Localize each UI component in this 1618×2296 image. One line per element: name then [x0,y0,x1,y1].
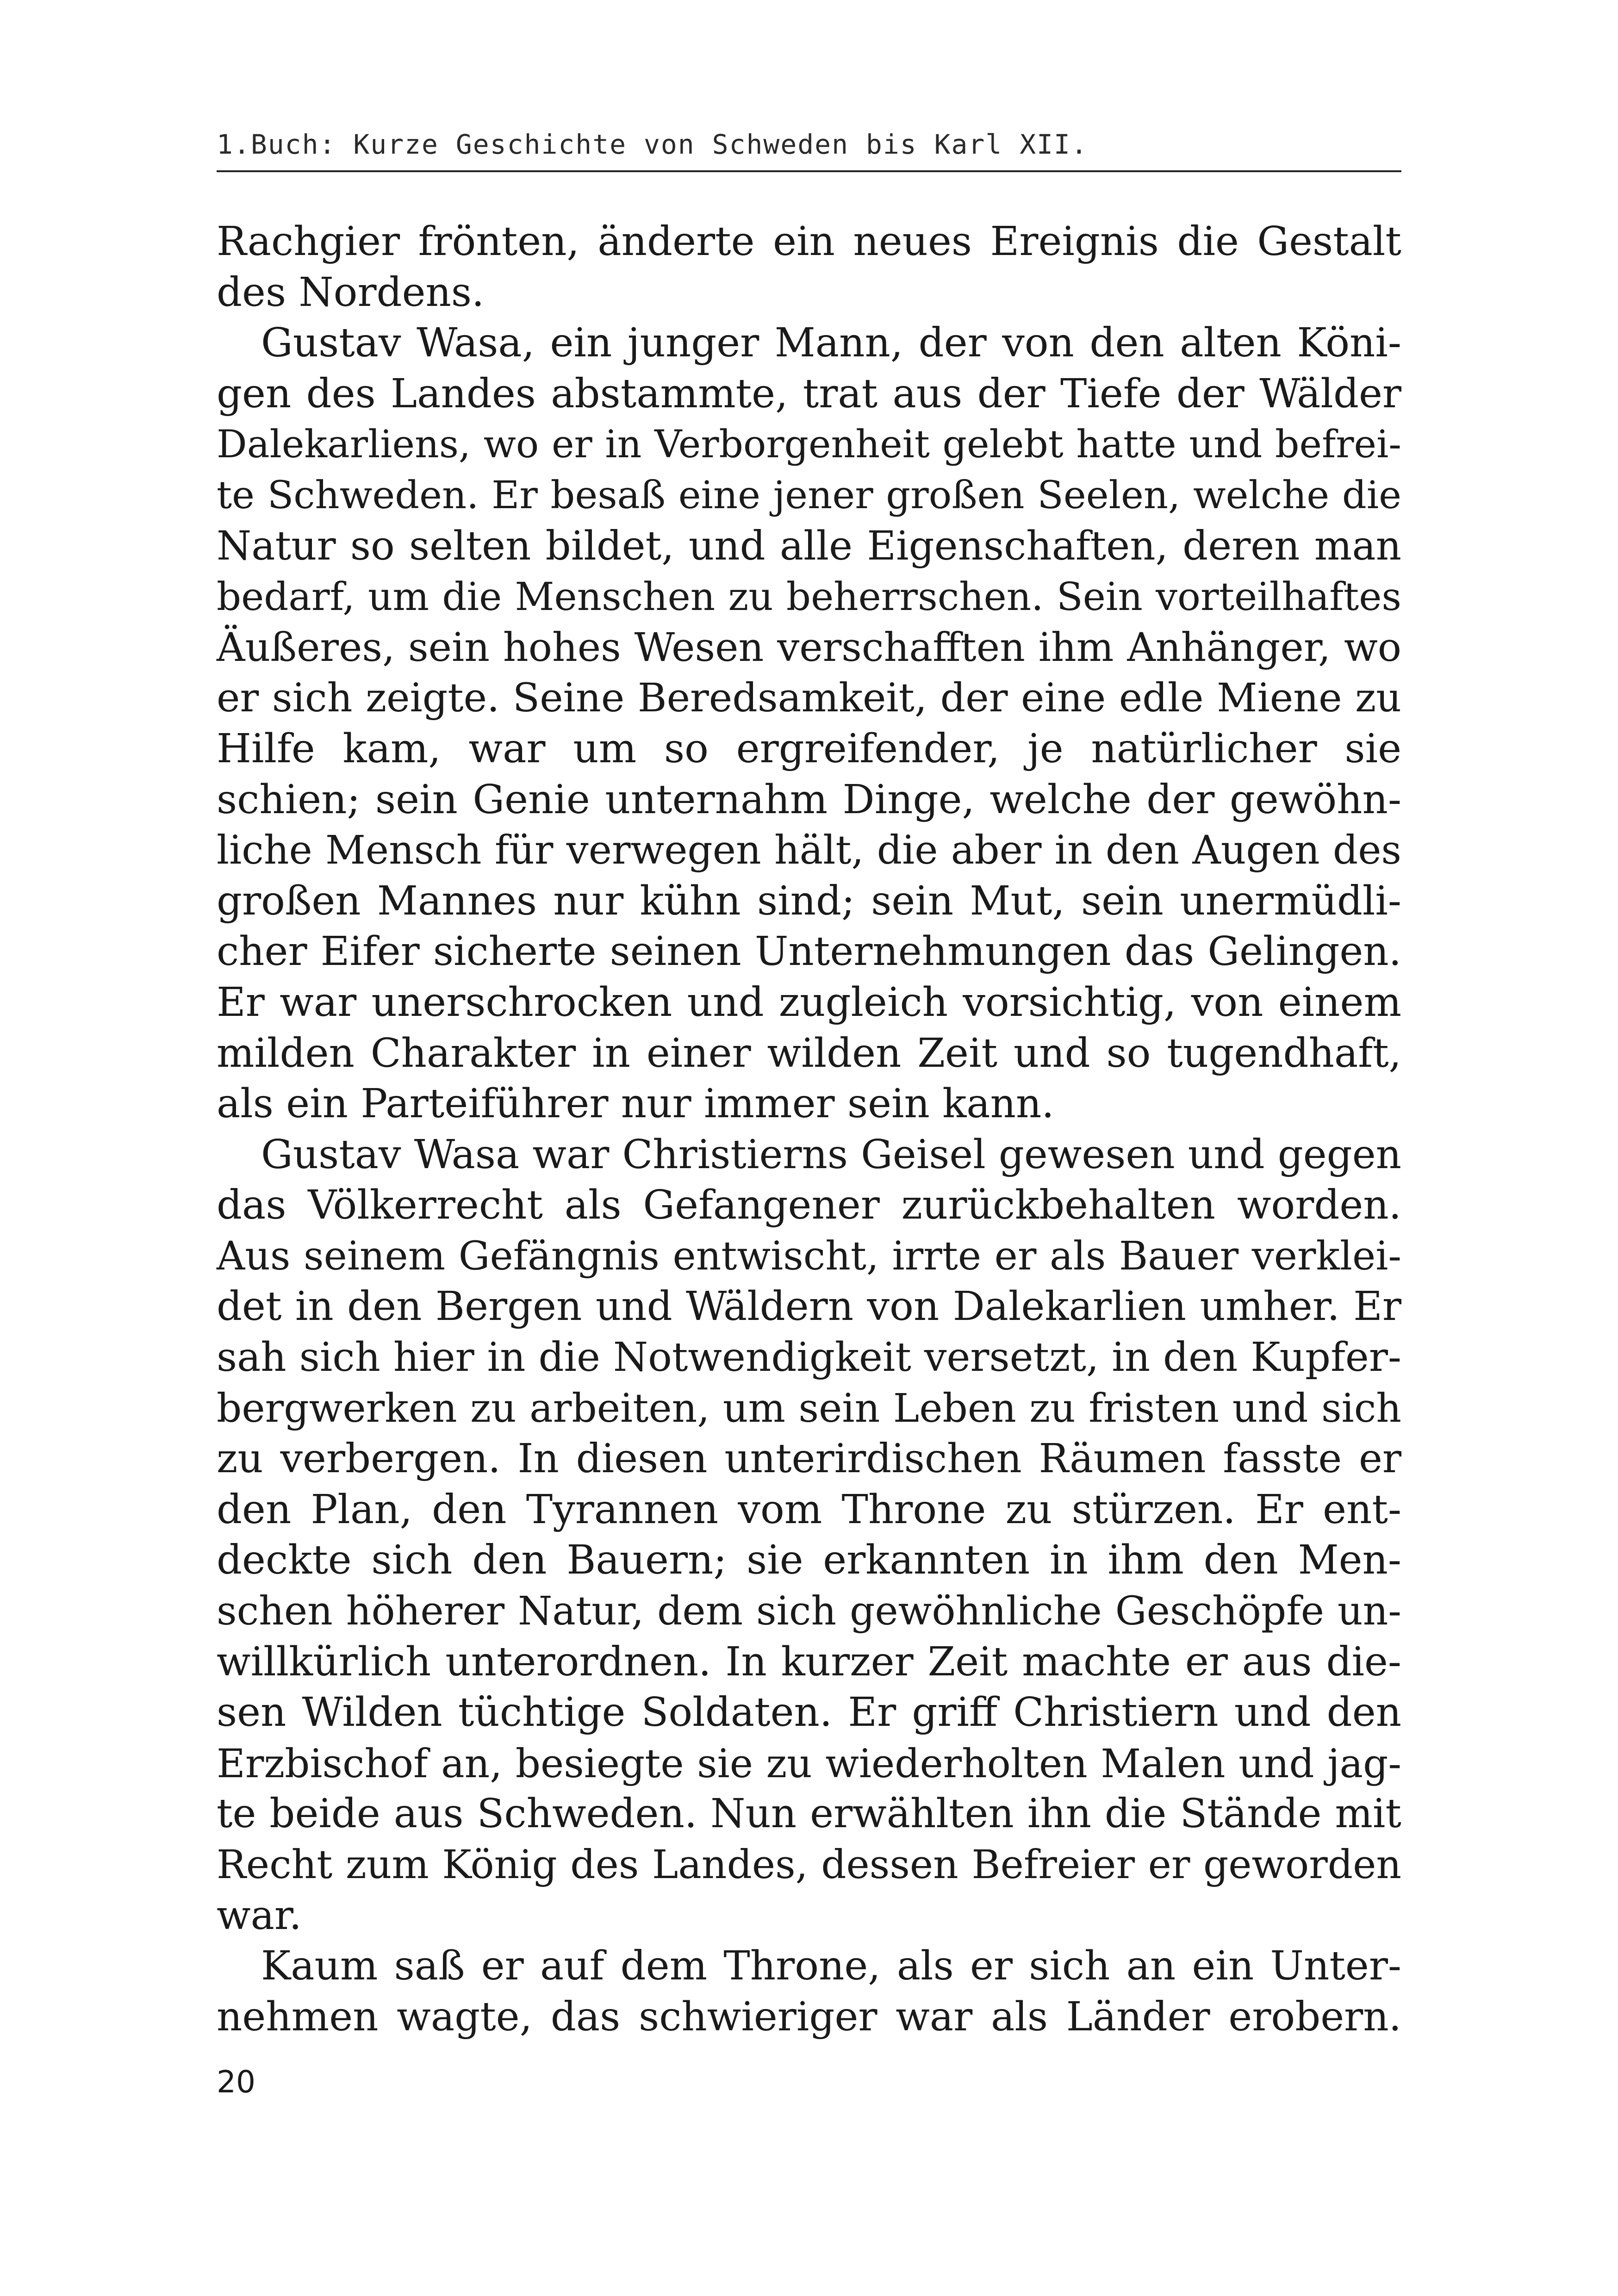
text-line: des Nordens. [217,269,485,316]
text-line: Er war unerschrocken und zugleich vorsichtig, von einem [217,979,1401,1026]
paragraph [217,217,1401,318]
text-line: zu verbergen. In diesen unterirdischen Räumen fasste er [217,1436,1401,1482]
text-line: den Plan, den Tyrannen vom Throne zu stürzen. Er ent- [217,1486,1401,1533]
text-line: schen höherer Natur, dem sich gewöhnliche Geschöpfe un- [217,1588,1401,1635]
text-line: das Völkerrecht als Gefangener zurückbehalten worden. [217,1182,1401,1229]
body-text [217,217,1401,2042]
text-line: war. [217,1892,302,1939]
text-line: Erzbischof an, besiegte sie zu wiederholten Malen und jag- [217,1740,1401,1786]
paragraph [217,318,1401,1130]
text-line: gen des Landes abstammte, trat aus der Tiefe der Wälder [217,370,1401,417]
text-line: milden Charakter in einer wilden Zeit und so tugendhaft, [217,1030,1401,1076]
text-line: nehmen wagte, das schwieriger war als Länder erobern. [217,1993,1401,2040]
text-line: te Schweden. Er besaß eine jener großen Seelen, welche die [217,473,1401,517]
header-rule [217,170,1401,172]
text-line: Rachgier frönten, änderte ein neues Ereignis die Gestalt [217,218,1401,265]
text-line: te beide aus Schweden. Nun erwählten ihn die Stände mit [217,1791,1401,1837]
text-line: Gustav Wasa war Christierns Geisel gewesen und gegen [261,1131,1401,1178]
text-line: cher Eifer sicherte seinen Unternehmungen das Gelingen. [217,928,1401,975]
text-line: Kaum saß er auf dem Throne, als er sich an ein Unter- [261,1943,1401,1990]
text-line: Äußeres, sein hohes Wesen verschafften ihm Anhänger, wo [217,624,1401,671]
text-line: willkürlich unterordnen. In kurzer Zeit machte er aus die- [217,1638,1401,1685]
text-line: er sich zeigte. Seine Beredsamkeit, der eine edle Miene zu [217,675,1401,722]
text-line: Aus seinem Gefängnis entwischt, irrte er als Bauer verklei- [217,1233,1401,1279]
text-line: Hilfe kam, war um so ergreifender, je natürlicher sie [217,725,1401,772]
text-line: liche Mensch für verwegen hält, die aber in den Augen des [217,828,1401,874]
text-line: deckte sich den Bauern; sie erkannten in ihm den Men- [217,1537,1401,1584]
paragraph [217,1130,1401,1941]
text-line: Recht zum König des Landes, dessen Befreier er geworden [217,1842,1401,1888]
text-line: Dalekarliens, wo er in Verborgenheit gelebt hatte und befrei- [217,423,1401,467]
text-line: großen Mannes nur kühn sind; sein Mut, sein unermüdli- [217,877,1401,924]
text-line: bergwerken zu arbeiten, um sein Leben zu fristen und sich [217,1385,1401,1431]
text-line: sah sich hier in die Notwendigkeit versetzt, in den Kupfer- [217,1334,1401,1381]
text-line: bedarf, um die Menschen zu beherrschen. Sein vorteilhaftes [217,574,1401,620]
text-line: sen Wilden tüchtige Soldaten. Er griff Christiern und den [217,1689,1401,1736]
text-line: schien; sein Genie unternahm Dinge, welche der gewöhn- [217,776,1401,823]
page-number: 20 [217,2064,255,2100]
running-head: 1.Buch: Kurze Geschichte von Schweden bis Karl XII. [217,129,1088,160]
text-line: Natur so selten bildet, und alle Eigenschaften, deren man [217,523,1401,569]
text-line: det in den Bergen und Wäldern von Dalekarlien umher. Er [217,1283,1401,1330]
text-line: Gustav Wasa, ein junger Mann, der von den alten Köni- [261,320,1401,367]
paragraph [217,1941,1401,2042]
text-line: als ein Parteiführer nur immer sein kann. [217,1081,1054,1127]
